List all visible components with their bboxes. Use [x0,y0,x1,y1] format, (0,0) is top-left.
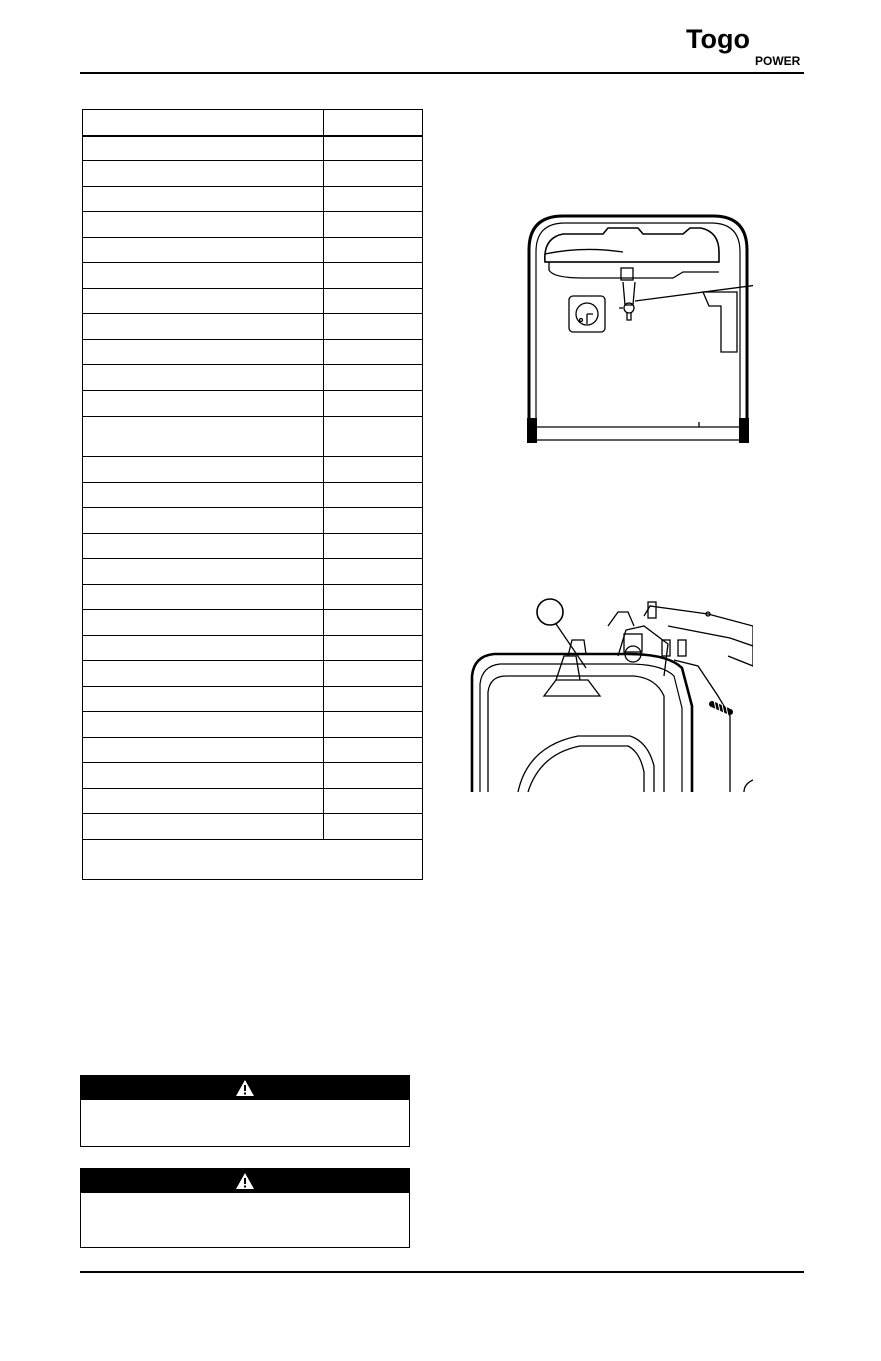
table-row [83,237,422,238]
table-column-divider [323,110,324,839]
table-row [83,635,422,636]
table-row [83,262,422,263]
table-row [83,160,422,161]
svg-text:Togo: Togo [686,26,750,54]
table-row [83,339,422,340]
table-row [83,211,422,212]
footer-rule [80,1271,804,1273]
generator-fuel-valve-figure [523,210,753,460]
table-row [83,788,422,789]
table-row [83,456,422,457]
table-row [83,660,422,661]
svg-text:POWER: POWER [755,54,801,68]
table-row [83,762,422,763]
table-row [83,482,422,483]
table-row [83,416,422,417]
table-row [83,364,422,365]
table-row [83,288,422,289]
table-row [83,813,422,814]
table-row [83,507,422,508]
table-row [83,186,422,187]
table-row [83,533,422,534]
warning-header [81,1076,409,1100]
table-row [83,558,422,559]
warning-triangle-icon [235,1079,255,1097]
table-row [83,135,422,137]
table-row [83,609,422,610]
togo-power-logo [686,26,804,68]
warning-triangle-icon [235,1172,255,1190]
table-row [83,313,422,314]
table-row [83,839,422,840]
table-row [83,584,422,585]
warning-box [80,1168,410,1248]
air-filter-housing-figure [468,596,753,792]
table-row [83,686,422,687]
table-row [83,737,422,738]
header-rule [80,72,804,74]
warning-header [81,1169,409,1193]
table-row [83,390,422,391]
specifications-table [82,109,423,880]
warning-box [80,1075,410,1147]
table-row [83,711,422,712]
